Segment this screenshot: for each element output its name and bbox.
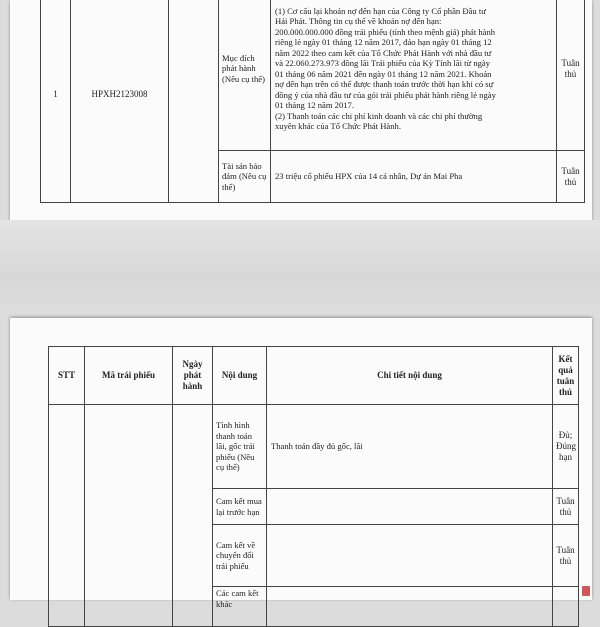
bond-info-table-bottom bbox=[48, 346, 579, 627]
detail-line: xuyên khác của Tổ Chức Phát Hành. bbox=[275, 121, 401, 131]
result-cell: Đủ; Đúng hạn bbox=[553, 405, 579, 489]
detail-line: riêng lẻ ngày 01 tháng 12 năm 2017, đáo hạn ngày 01 tháng 12 bbox=[275, 37, 492, 47]
table-row bbox=[49, 405, 579, 489]
result-cell: Tuân thủ bbox=[557, 0, 585, 151]
detail-line: nợ đến hạn trên có thể được thanh toán trước thời hạn khi có sự bbox=[275, 79, 494, 89]
bond-info-table-top bbox=[40, 0, 585, 203]
header-stt: STT bbox=[49, 347, 85, 405]
detail-line: 01 tháng 12 năm 2017. bbox=[275, 100, 355, 110]
detail-cell: Thanh toán đầy đủ gốc, lãi bbox=[267, 405, 553, 489]
detail-cell: 23 triệu cổ phiếu HPX của 14 cá nhân, Dự án Mai Pha bbox=[271, 151, 557, 203]
header-bond-code: Mã trái phiếu bbox=[85, 347, 173, 405]
category-cell: Tình hình thanh toán lãi, gốc trái phiếu (Nêu cụ thể) bbox=[213, 405, 267, 489]
detail-cell bbox=[271, 0, 557, 151]
detail-cell bbox=[267, 489, 553, 525]
issue-date-cell bbox=[169, 0, 219, 203]
issue-date-cell bbox=[173, 405, 213, 627]
header-content: Nội dung bbox=[213, 347, 267, 405]
category-cell: Tài sản bảo đảm (Nêu cụ thể) bbox=[219, 151, 271, 203]
detail-line: 200.000.000.000 đồng trái phiếu (tính theo mệnh giá) phát hành bbox=[275, 26, 496, 37]
detail-cell bbox=[267, 587, 553, 627]
detail-line: 01 tháng 06 năm 2021 đến ngày 01 tháng 12 năm 2021. Khoản bbox=[275, 68, 492, 79]
page-edge-mark bbox=[582, 586, 590, 596]
stt-cell bbox=[49, 405, 85, 627]
header-issue-date: Ngày phát hành bbox=[173, 347, 213, 405]
detail-line: đồng ý của nhà đầu tư của gói trái phiếu phát hành riêng lẻ ngày bbox=[275, 89, 496, 100]
bond-code-cell bbox=[85, 405, 173, 627]
result-cell bbox=[553, 587, 579, 627]
table-header-row bbox=[49, 347, 579, 405]
document-page-top bbox=[10, 0, 592, 220]
header-detail: Chi tiết nội dung bbox=[267, 347, 553, 405]
result-cell: Tuân thủ bbox=[553, 489, 579, 525]
detail-line: và 22.060.273.973 đồng lãi Trái phiếu của Kỳ Tính lãi từ ngày bbox=[275, 58, 491, 68]
page-gap bbox=[0, 220, 600, 318]
detail-line: năm 2022 theo cam kết của Tổ Chức Phát Hành với nhà đầu tư bbox=[275, 47, 492, 58]
result-cell: Tuân thủ bbox=[557, 151, 585, 203]
detail-line: (2) Thanh toán các chi phí kinh doanh và các chi phí thường bbox=[275, 110, 483, 121]
bond-code-cell: HPXH2123008 bbox=[71, 0, 169, 203]
document-page-bottom bbox=[10, 318, 592, 609]
header-result: Kết quả tuân thủ bbox=[553, 347, 579, 405]
detail-cell bbox=[267, 525, 553, 587]
category-cell: Cam kết mua lại trước hạn bbox=[213, 489, 267, 525]
category-cell: Mục đích phát hành (Nêu cụ thể) bbox=[219, 0, 271, 151]
detail-line: (1) Cơ cấu lại khoản nợ đến hạn của Công ty Cổ phần Đầu tư bbox=[275, 5, 486, 16]
category-cell: Cam kết về chuyển đổi trái phiếu bbox=[213, 525, 267, 587]
category-cell: Các cam kết khác bbox=[213, 587, 267, 627]
table-row bbox=[41, 0, 585, 151]
detail-line: Hải Phát. Thông tin cụ thể về khoản nợ đến hạn: bbox=[275, 16, 442, 26]
stt-cell: 1 bbox=[41, 0, 71, 203]
result-cell: Tuân thủ bbox=[553, 525, 579, 587]
